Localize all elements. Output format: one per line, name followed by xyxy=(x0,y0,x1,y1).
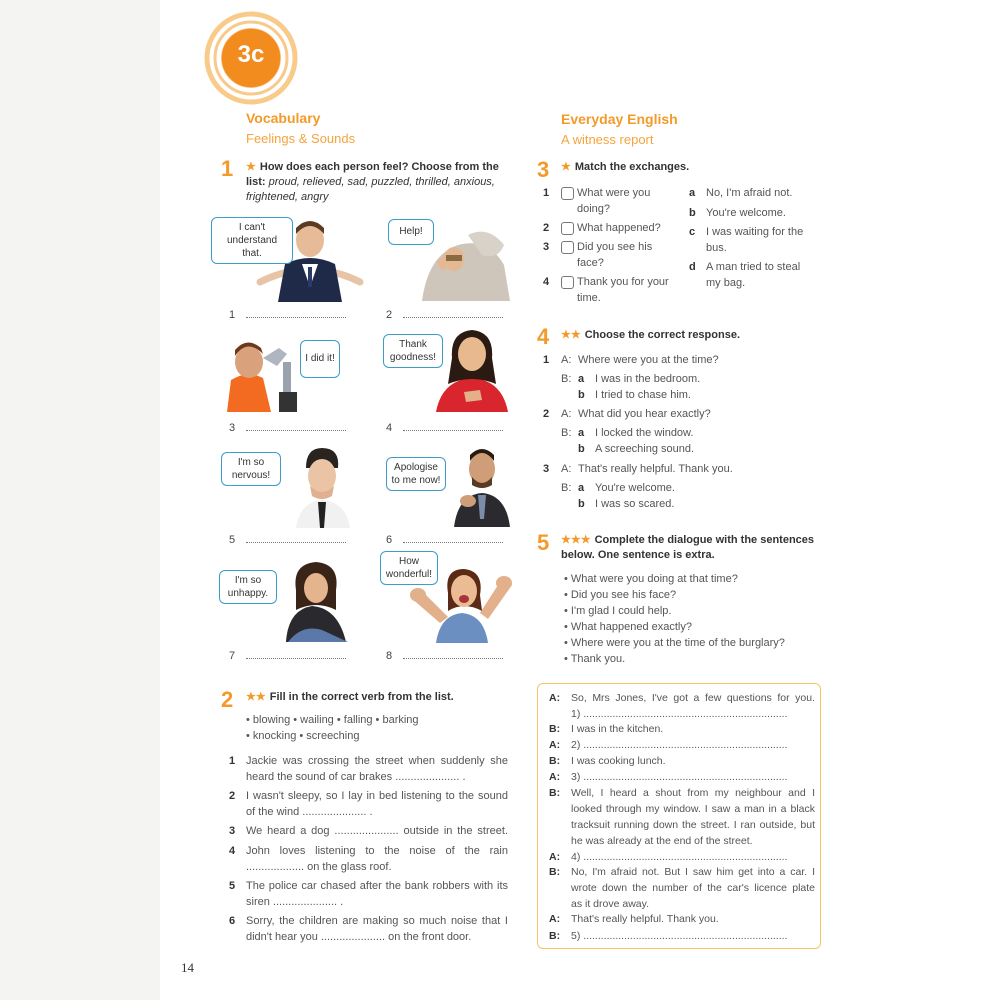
ex2-item-number: 4 xyxy=(229,845,236,857)
ex3-answer-box[interactable] xyxy=(561,187,574,200)
dialogue-line xyxy=(549,912,815,927)
ex3-instruction xyxy=(561,160,689,175)
ex1-instruction-text: How does each person feel? Choose from the list: xyxy=(246,161,499,188)
dialogue-line xyxy=(549,850,815,865)
dialogue-text: I was cooking lunch. xyxy=(571,755,666,767)
ex3-left-line2: face? xyxy=(577,257,604,269)
caption-2-num: 2 xyxy=(386,309,393,321)
dialogue-blank[interactable]: 3) ...................................................................... xyxy=(571,771,788,783)
ex3-left-number: 2 xyxy=(543,222,550,234)
ex3-left-line2: time. xyxy=(577,292,601,304)
dialogue-blank[interactable]: 1) ...................................................................... xyxy=(571,708,788,720)
ex1-number: 1 xyxy=(221,156,234,181)
dialogue-text: as it drove away. xyxy=(571,898,650,910)
dialogue-speaker: B: xyxy=(549,755,561,767)
ex5-sentence: • I'm glad I could help. xyxy=(564,605,672,617)
dialogue-text: No, I'm afraid not. But I saw him get into a car. I xyxy=(571,866,815,878)
ex2-item-line1: Sorry, the children are making so much noise that I xyxy=(246,915,508,927)
ex2-instruction xyxy=(246,690,454,705)
dialogue-text: wrote down the number of the car's licence plate xyxy=(571,882,815,894)
ex3-right-line2: my bag. xyxy=(706,277,746,289)
ex4-question-label: A: xyxy=(561,463,572,475)
bubble-5: I'm so nervous! xyxy=(221,452,281,486)
ex3-answer-box[interactable] xyxy=(561,276,574,289)
ex2-item-number: 6 xyxy=(229,915,236,927)
ex3-right-line2: bus. xyxy=(706,242,727,254)
dialogue-line xyxy=(549,691,815,706)
ex2-number: 2 xyxy=(221,687,234,712)
ex3-right-line1: No, I'm afraid not. xyxy=(706,187,793,199)
ex3-instruction-text: Match the exchanges. xyxy=(574,161,690,173)
ex4-option-a-key[interactable]: a xyxy=(578,427,585,439)
ex4-instruction-text: Choose the correct response. xyxy=(584,329,741,341)
page-number: 14 xyxy=(181,960,194,975)
photo-relieved-woman xyxy=(432,328,512,412)
ex4-option-b-key[interactable]: b xyxy=(578,443,585,455)
caption-6 xyxy=(386,533,503,546)
ex3-left-number: 3 xyxy=(543,241,550,253)
ex4-option-b[interactable]: I was so scared. xyxy=(595,498,675,510)
ex3-number: 3 xyxy=(537,157,550,182)
answer-line-8[interactable] xyxy=(403,649,503,659)
answer-line-1[interactable] xyxy=(246,308,346,318)
caption-6-num: 6 xyxy=(386,534,393,546)
ex4-option-a[interactable]: I locked the window. xyxy=(595,427,694,439)
ex4-question-label: A: xyxy=(561,408,572,420)
unit-badge-label: 3c xyxy=(237,41,265,68)
dialogue-speaker: B: xyxy=(549,866,561,878)
caption-8-num: 8 xyxy=(386,650,393,662)
ex2-item-number: 2 xyxy=(229,790,236,802)
dialogue-blank[interactable]: 5) ...................................................................... xyxy=(571,930,788,942)
ex4-option-a-key[interactable]: a xyxy=(578,373,585,385)
dialogue-line xyxy=(549,897,815,912)
ex3-right-line1: A man tried to steal xyxy=(706,261,801,273)
ex3-right-line1: You're welcome. xyxy=(706,207,786,219)
ex5-instruction-l1: Complete the dialogue with the sentences xyxy=(594,534,815,546)
ex2-item-number: 3 xyxy=(229,825,236,837)
dialogue-line xyxy=(549,707,815,722)
dialogue-speaker: A: xyxy=(549,771,561,783)
ex4-answer-label: B: xyxy=(561,427,572,439)
ex3-right-key: b xyxy=(689,207,696,219)
ex4-option-a[interactable]: You're welcome. xyxy=(595,482,675,494)
ex2-item-line1: We heard a dog ..................... outside in the street. xyxy=(246,825,508,837)
ex5-number: 5 xyxy=(537,530,550,555)
caption-4 xyxy=(386,421,503,434)
caption-2 xyxy=(386,308,503,321)
everyday-subtitle: A witness report xyxy=(561,132,654,147)
ex3-left-line1: Thank you for your xyxy=(577,276,669,288)
caption-3 xyxy=(229,421,346,434)
dialogue-text: That's really helpful. Thank you. xyxy=(571,913,719,925)
ex1-instruction xyxy=(246,160,508,205)
ex3-right-key: d xyxy=(689,261,696,273)
ex4-stars: ★★ xyxy=(561,329,581,341)
dialogue-line xyxy=(549,802,815,817)
caption-3-num: 3 xyxy=(229,422,236,434)
ex5-sentence: • What happened exactly? xyxy=(564,621,692,633)
dialogue-text: he was already at the end of the street. xyxy=(571,835,753,847)
bubble-3: I did it! xyxy=(300,340,340,378)
ex5-instruction xyxy=(561,533,814,548)
ex2-item-line1: The police car chased after the bank robbers with its xyxy=(246,880,508,892)
dialogue-text: So, Mrs Jones, I've got a few questions for you. xyxy=(571,692,815,704)
dialogue-line xyxy=(549,881,815,896)
ex4-question: Where were you at the time? xyxy=(578,354,719,366)
ex4-option-a[interactable]: I was in the bedroom. xyxy=(595,373,701,385)
answer-line-3[interactable] xyxy=(246,421,346,431)
ex4-option-b-key[interactable]: b xyxy=(578,389,585,401)
dialogue-speaker: A: xyxy=(549,739,561,751)
answer-line-6[interactable] xyxy=(403,533,503,543)
dialogue-speaker: A: xyxy=(549,851,561,863)
ex4-question: What did you hear exactly? xyxy=(578,408,711,420)
ex4-item-number: 3 xyxy=(543,463,550,475)
ex3-answer-box[interactable] xyxy=(561,222,574,235)
dialogue-line xyxy=(549,818,815,833)
ex2-item-line1: John loves listening to the noise of the rain xyxy=(246,845,508,857)
bubble-1: I can't understand that. xyxy=(211,217,293,264)
dialogue-blank[interactable]: 4) ...................................................................... xyxy=(571,851,788,863)
ex2-item-line2: of the wind ..................... . xyxy=(246,806,373,818)
dialogue-line xyxy=(549,929,815,944)
ex5-sentence: • Thank you. xyxy=(564,653,626,665)
dialogue-speaker: B: xyxy=(549,930,561,942)
caption-5-num: 5 xyxy=(229,534,236,546)
ex4-item-number: 1 xyxy=(543,354,550,366)
ex5-sentence: • Did you see his face? xyxy=(564,589,677,601)
ex3-answer-box[interactable] xyxy=(561,241,574,254)
ex4-option-b[interactable]: I tried to chase him. xyxy=(595,389,691,401)
dialogue-text: I was in the kitchen. xyxy=(571,723,664,735)
dialogue-speaker: B: xyxy=(549,787,561,799)
answer-line-4[interactable] xyxy=(403,421,503,431)
ex3-right-line1: I was waiting for the xyxy=(706,226,804,238)
ex5-stars: ★★★ xyxy=(561,534,591,546)
bubble-8: How wonderful! xyxy=(380,551,438,585)
caption-7 xyxy=(229,649,346,662)
ex5-instruction-line2: below. One sentence is extra. xyxy=(561,549,715,561)
bubble-2: Help! xyxy=(388,219,434,245)
dialogue-line xyxy=(549,722,815,737)
vocab-subtitle: Feelings & Sounds xyxy=(246,131,356,146)
ex3-left-number: 1 xyxy=(543,187,550,199)
ex2-item-line2: siren ..................... . xyxy=(246,896,344,908)
ex2-item-line1: I wasn't sleepy, so I lay in bed listening to the sound xyxy=(246,790,508,802)
caption-7-num: 7 xyxy=(229,650,236,662)
bubble-6: Apologise to me now! xyxy=(386,457,446,491)
ex2-item-number: 5 xyxy=(229,880,236,892)
caption-1 xyxy=(229,308,346,321)
dialogue-speaker: A: xyxy=(549,913,561,925)
bubble-7: I'm so unhappy. xyxy=(219,570,277,604)
dialogue-line xyxy=(549,738,815,753)
ex2-item-line2: ................... on the glass roof. xyxy=(246,861,392,873)
ex2-stars: ★★ xyxy=(246,691,266,703)
ex5-sentence: • Where were you at the time of the burglary? xyxy=(564,637,785,649)
ex3-stars: ★ xyxy=(561,161,571,173)
ex4-question-label: A: xyxy=(561,354,572,366)
photo-anxious-man xyxy=(292,446,354,528)
dialogue-speaker: B: xyxy=(549,723,561,735)
dialogue-line xyxy=(549,786,815,801)
ex2-item-line2: didn't hear you ..................... on the front door. xyxy=(246,931,472,943)
ex2-options-line1: • blowing • wailing • falling • barking xyxy=(246,714,419,726)
dialogue-text: Well, I heard a shout from my neighbour and I xyxy=(571,787,815,799)
photo-angry-man xyxy=(452,443,512,527)
ex4-answer-label: B: xyxy=(561,373,572,385)
photo-sad-woman xyxy=(282,560,352,642)
ex3-right-key: a xyxy=(689,187,696,199)
ex3-left-line2: doing? xyxy=(577,203,611,215)
dialogue-line xyxy=(549,754,815,769)
ex2-item-line2: heard the sound of car brakes ..................... . xyxy=(246,771,466,783)
ex2-item-number: 1 xyxy=(229,755,236,767)
ex4-number: 4 xyxy=(537,324,550,349)
ex4-option-a-key[interactable]: a xyxy=(578,482,585,494)
caption-1-num: 1 xyxy=(229,309,236,321)
vocab-title: Vocabulary xyxy=(246,110,321,126)
caption-5 xyxy=(229,533,346,546)
dialogue-speaker: A: xyxy=(549,692,561,704)
ex3-left-line1: What happened? xyxy=(577,222,661,234)
dialogue-blank[interactable]: 2) ...................................................................... xyxy=(571,739,788,751)
answer-line-2[interactable] xyxy=(403,308,503,318)
ex3-left-line1: Did you see his xyxy=(577,241,653,253)
dialogue-line xyxy=(549,770,815,785)
answer-line-5[interactable] xyxy=(246,533,346,543)
ex2-instruction-text: Fill in the correct verb from the list. xyxy=(269,691,454,703)
ex4-instruction xyxy=(561,328,740,343)
photo-proud-boy xyxy=(227,330,305,412)
bubble-4: Thank goodness! xyxy=(383,334,443,368)
dialogue-line xyxy=(549,865,815,880)
ex2-item-line1: Jackie was crossing the street when suddenly she xyxy=(246,755,508,767)
ex4-answer-label: B: xyxy=(561,482,572,494)
answer-line-7[interactable] xyxy=(246,649,346,659)
ex3-left-number: 4 xyxy=(543,276,550,288)
dialogue-line xyxy=(549,834,815,849)
dialogue-text: looked through my window. I saw a man in a black xyxy=(571,803,815,815)
ex1-word-list: proud, relieved, sad, puzzled, thrilled, anxious, frightened, angry xyxy=(246,176,495,203)
caption-4-num: 4 xyxy=(386,422,393,434)
everyday-title: Everyday English xyxy=(561,111,678,127)
ex4-option-b[interactable]: A screeching sound. xyxy=(595,443,695,455)
caption-8 xyxy=(386,649,503,662)
ex1-stars: ★ xyxy=(246,161,256,173)
ex4-question: That's really helpful. Thank you. xyxy=(578,463,733,475)
dialogue-text: tracksuit running down the street. I ran outside, but xyxy=(571,819,815,831)
ex3-right-key: c xyxy=(689,226,696,238)
ex5-sentence: • What were you doing at that time? xyxy=(564,573,738,585)
ex4-option-b-key[interactable]: b xyxy=(578,498,585,510)
ex4-item-number: 2 xyxy=(543,408,550,420)
ex2-options-line2: • knocking • screeching xyxy=(246,730,360,742)
ex3-left-line1: What were you xyxy=(577,187,651,199)
